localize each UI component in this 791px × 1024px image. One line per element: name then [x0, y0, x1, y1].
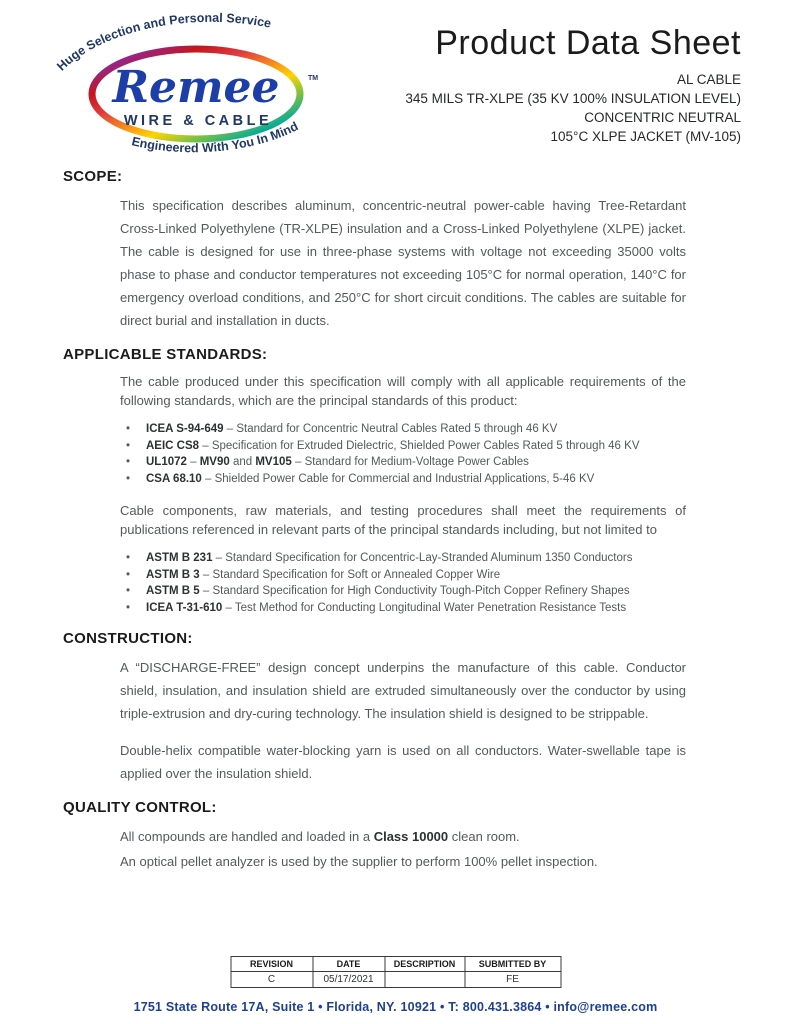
bullet-text [146, 601, 626, 617]
paragraph [120, 656, 686, 725]
text: – Shielded Power Cable for Commercial and Industrial Applications, 5-46 KV [201, 472, 595, 485]
section-heading: APPLICABLE STANDARDS: [63, 346, 268, 363]
page-title: Product Data Sheet [435, 24, 741, 62]
date-value: 05/17/2021 [313, 972, 385, 988]
text: The cable produced under this specification will comply with all applicable requirements of the following standards, which are the principal standards of this product: [120, 374, 686, 408]
paragraph [120, 194, 686, 332]
bold-text: ASTM B 231 [146, 552, 213, 564]
section-heading: CONSTRUCTION: [63, 630, 193, 647]
remee-logo-graphic [50, 8, 340, 160]
remee-logo [50, 8, 346, 160]
bullet-text [146, 551, 632, 567]
bullet-icon: • [126, 456, 131, 468]
revision-table [230, 956, 561, 988]
col-header-description: DESCRIPTION [385, 957, 465, 972]
bold-text: ASTM B 3 [146, 568, 200, 581]
text: and [229, 456, 256, 468]
bullet-list [126, 551, 686, 616]
bold-text: Class 10000 [373, 829, 449, 844]
bullet-list [126, 422, 686, 487]
text: – Test Method for Conducting Longitudinal Water Penetration Resistance Tests [222, 601, 627, 614]
section-body [63, 656, 739, 785]
text: An optical pellet analyzer is used by the supplier to perform 100% pellet inspection. [120, 854, 598, 869]
submitted-by-value: FE [465, 972, 561, 988]
text: Cable components, raw materials, and testing procedures shall meet the requirements of publications referenced in relevant parts of the principal standards including, but not limited to [120, 503, 686, 537]
logo-brand-text: Remee [112, 62, 280, 113]
text: – Standard Specification for Soft or Annealed Copper Wire [199, 568, 501, 581]
bullet-item [126, 455, 686, 471]
bullet-icon: • [126, 568, 131, 581]
company-address-line: 1751 State Route 17A, Suite 1 • Florida, NY. 10921 • T: 800.431.3864 • info@remee.com [133, 1000, 658, 1014]
bold-text: ICEA S-94-649 [146, 423, 224, 435]
header [0, 0, 791, 160]
logo-tagline-bottom-text: Engineered With You In Mind [130, 119, 301, 156]
text: Double-helix compatible water-blocking yarn is used on all conductors. Water-swellable tape is applied over the insulation shield. [120, 743, 686, 781]
bullet-item [126, 422, 686, 438]
bold-text: UL1072 [146, 456, 187, 468]
text: – Standard for Medium-Voltage Power Cables [291, 456, 529, 468]
logo-trademark: TM [308, 75, 319, 82]
bullet-text [146, 584, 630, 600]
section [63, 630, 739, 785]
bullet-text [146, 439, 639, 455]
section [63, 168, 739, 332]
paragraph [120, 372, 686, 410]
bullet-item [126, 472, 686, 488]
bold-text: ICEA T-31-610 [146, 601, 223, 614]
text: – [186, 456, 200, 468]
col-header-submitted-by: SUBMITTED BY [465, 957, 561, 972]
paragraph [120, 501, 686, 539]
col-header-date: DATE [313, 957, 385, 972]
bullet-item [126, 584, 686, 600]
subtitle-line-1: AL CABLE [676, 72, 741, 87]
logo-sub-text: WIRE & CABLE [123, 113, 273, 129]
bold-text: AEIC CS8 [146, 439, 200, 452]
section-heading: QUALITY CONTROL: [63, 799, 217, 816]
section-body [63, 372, 739, 616]
bullet-item [126, 551, 686, 567]
text: A “DISCHARGE-FREE” design concept underpins the manufacture of this cable. Conductor shield, insulation, and insulation shield are extruded simultaneously over the conductor by using triple-extrusion and dry-curing technology. The insulation shield is designed to be strippable. [120, 660, 686, 721]
text: – Standard Specification for High Conductivity Tough-Pitch Copper Refinery Shapes [199, 585, 630, 597]
bullet-icon: • [126, 439, 131, 452]
section-body [63, 194, 739, 332]
subtitle-line-3: CONCENTRIC NEUTRAL [584, 110, 741, 125]
bold-text: MV90 [199, 456, 230, 468]
bullet-item [126, 601, 686, 617]
description-value [385, 972, 465, 988]
bullet-item [126, 568, 686, 584]
text: – Standard for Concentric Neutral Cables Rated 5 through 46 KV [223, 423, 558, 435]
section [63, 799, 739, 873]
bullet-text [146, 455, 529, 471]
section-body [63, 825, 739, 873]
section-heading: SCOPE: [63, 168, 123, 185]
revision-value: C [231, 972, 313, 988]
header-titles [346, 8, 741, 146]
text: This specification describes aluminum, concentric-neutral power-cable having Tree-Retardant Cross-Linked Polyethylene (TR-XLPE) insulation and a Cross-Linked Polyethylene (XLPE) jacket. The cable is designed for use in three-phase systems with voltage not exceeding 35000 volts phase to phase and conductor temperatures not exceeding 105°C for normal operation, 140°C for emergency overload conditions, and 250°C for short circuit conditions. The cables are suitable for direct burial and installation in ducts. [120, 198, 686, 328]
bold-text: ASTM B 5 [146, 585, 200, 597]
paragraph [120, 739, 686, 785]
bullet-icon: • [126, 585, 131, 597]
col-header-revision: REVISION [231, 957, 313, 972]
bullet-icon: • [126, 552, 131, 564]
bullet-item [126, 439, 686, 455]
bullet-text [146, 568, 500, 584]
text: All compounds are handled and loaded in a [120, 829, 374, 844]
bullet-text [146, 422, 557, 438]
subtitle-line-2: 345 MILS TR-XLPE (35 KV 100% INSULATION LEVEL) [405, 91, 741, 106]
sections-container [0, 160, 791, 873]
bold-text: MV105 [255, 456, 292, 468]
text: clean room. [448, 829, 520, 844]
section [63, 346, 739, 616]
bullet-icon: • [126, 601, 131, 614]
revision-table-value-row [231, 972, 561, 988]
bullet-icon: • [126, 423, 131, 435]
bullet-text [146, 472, 594, 488]
revision-table-header-row [231, 957, 561, 972]
logo-tagline-top-text: Huge Selection and Personal Service [54, 10, 273, 74]
paragraph [120, 825, 686, 848]
bullet-icon: • [126, 472, 131, 485]
bold-text: CSA 68.10 [146, 472, 202, 485]
text: – Specification for Extruded Dielectric, Shielded Power Cables Rated 5 through 46 KV [199, 439, 640, 452]
subtitle-line-4: 105°C XLPE JACKET (MV-105) [550, 129, 741, 144]
paragraph [120, 850, 686, 873]
text: – Standard Specification for Concentric-Lay-Stranded Aluminum 1350 Conductors [212, 552, 633, 564]
